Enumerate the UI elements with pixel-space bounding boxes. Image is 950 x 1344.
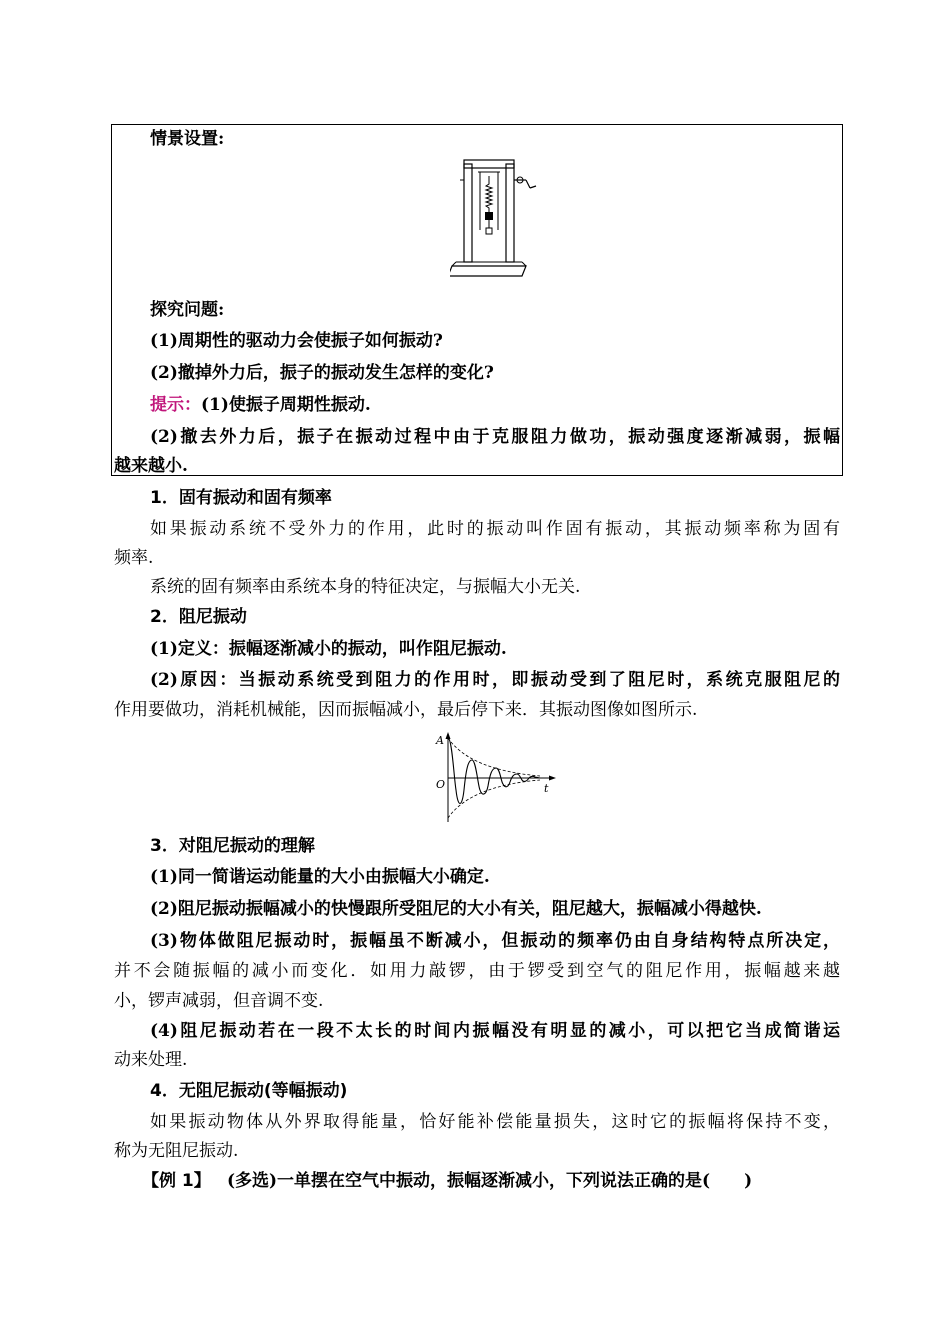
hint-line-1 [150,394,371,416]
example-1 [142,1170,752,1192]
spring-apparatus-figure [450,158,550,282]
section-3-p3-line2: 并不会随振幅的减小而变化．如用力敲锣，由于锣受到空气的阻尼作用，振幅越来越 [114,961,840,981]
hint-label: 提示： [150,395,201,415]
section-3-p3-line3: 小，锣声减弱，但音调不变. [114,991,324,1011]
example-text: (多选)一单摆在空气中振动，振幅逐渐减小，下列说法正确的是( ) [226,1171,753,1191]
section-3-p3-line1: (3)物体做阻尼振动时，振幅虽不断减小，但振动的频率仍由自身结构特点所决定， [150,931,840,951]
section-1-p1-line2: 频率. [114,548,154,568]
section-1-p2: 系统的固有频率由系统本身的特征决定，与振幅大小无关. [150,577,581,597]
hint-2-line-1: (2)撤去外力后，振子在振动过程中由于克服阻力做功，振动强度逐渐减弱，振幅 [150,427,840,447]
section-4-p1-line1: 如果振动物体从外界取得能量，恰好能补偿能量损失，这时它的振幅将保持不变， [150,1112,840,1132]
section-3-p4-line2: 动来处理. [114,1050,188,1070]
example-label: 【例 1】 [142,1171,211,1191]
section-2-definition: (1)定义：振幅逐渐减小的振动，叫作阻尼振动. [150,639,507,659]
axis-label-a: A [436,734,444,747]
section-3-p1: (1)同一简谐运动能量的大小由振幅大小确定. [150,867,490,887]
section-4-p1-line2: 称为无阻尼振动. [114,1141,239,1161]
question-1: (1)周期性的驱动力会使振子如何振动? [150,331,443,351]
hint-1: (1)使振子周期性振动. [201,395,371,415]
section-2-title: 2．阻尼振动 [150,607,247,627]
hint-2-line-2: 越来越小. [114,456,188,476]
damped-oscillation-graph [430,730,560,826]
scene-heading: 情景设置: [150,129,225,149]
section-4-title: 4．无阻尼振动(等幅振动) [150,1081,348,1101]
section-3-p2: (2)阻尼振动振幅减小的快慢跟所受阻尼的大小有关，阻尼越大，振幅减小得越快. [150,899,762,919]
axis-label-t: t [544,782,549,795]
section-1-p1-line1: 如果振动系统不受外力的作用，此时的振动叫作固有振动，其振动频率称为固有 [150,519,840,539]
section-2-cause-line1: (2)原因：当振动系统受到阻力的作用时，即振动受到了阻尼时，系统克服阻尼的 [150,670,840,690]
section-3-p4-line1: (4)阻尼振动若在一段不太长的时间内振幅没有明显的减小，可以把它当成简谐运 [150,1021,840,1041]
axis-label-o: O [436,778,446,791]
question-2: (2)撤掉外力后，振子的振动发生怎样的变化? [150,363,494,383]
section-3-title: 3．对阻尼振动的理解 [150,836,315,856]
section-2-cause-line2: 作用要做功，消耗机械能，因而振幅减小，最后停下来．其振动图像如图所示. [114,700,698,720]
questions-heading: 探究问题: [150,300,225,320]
section-1-title: 1．固有振动和固有频率 [150,488,332,508]
